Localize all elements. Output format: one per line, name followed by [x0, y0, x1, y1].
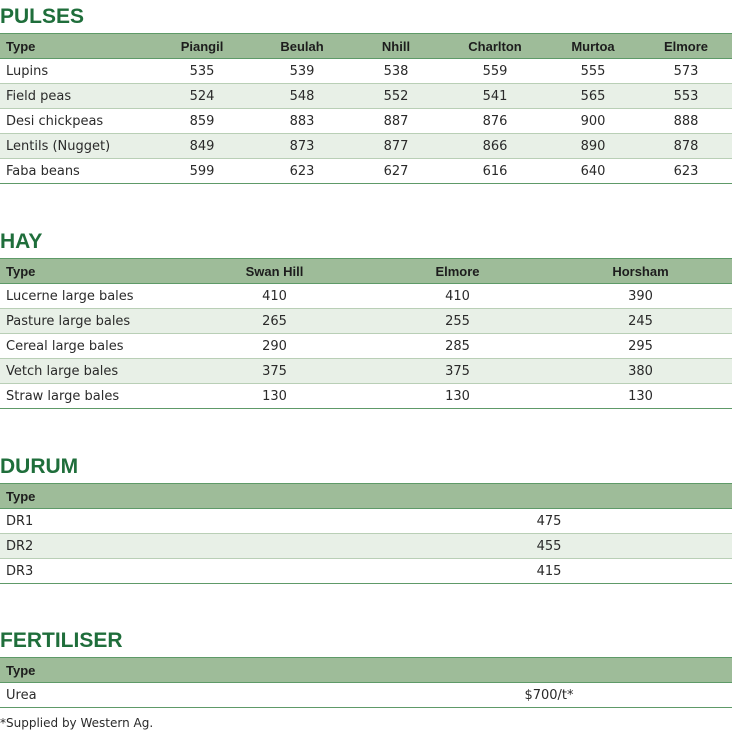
table-cell: 130 — [549, 384, 732, 409]
fertiliser-table — [0, 657, 732, 708]
table-cell: 410 — [183, 284, 366, 309]
column-header: Murtoa — [546, 34, 640, 59]
table-cell: Cereal large bales — [0, 334, 183, 359]
column-header: Horsham — [549, 259, 732, 284]
table-cell: 415 — [366, 559, 732, 584]
table-cell: 410 — [366, 284, 549, 309]
table-cell: 623 — [640, 159, 732, 184]
column-header: Elmore — [640, 34, 732, 59]
table-cell: 559 — [444, 59, 546, 84]
table-cell: 877 — [348, 134, 444, 159]
table-cell: 623 — [256, 159, 348, 184]
table-row — [0, 509, 732, 534]
table-cell: 548 — [256, 84, 348, 109]
table-cell: 524 — [148, 84, 256, 109]
table-cell: 380 — [549, 359, 732, 384]
table-cell: Pasture large bales — [0, 309, 183, 334]
fertiliser-title: FERTILISER — [0, 629, 123, 652]
table-header-row — [0, 658, 732, 683]
table-cell: 130 — [183, 384, 366, 409]
table-cell: Lupins — [0, 59, 148, 84]
table-cell: Lentils (Nugget) — [0, 134, 148, 159]
table-row — [0, 284, 732, 309]
column-header: Swan Hill — [183, 259, 366, 284]
table-cell: 640 — [546, 159, 640, 184]
table-row — [0, 134, 732, 159]
table-cell: 573 — [640, 59, 732, 84]
column-header — [366, 484, 732, 509]
table-cell: $700/t* — [366, 683, 732, 708]
table-row — [0, 384, 732, 409]
table-cell: 265 — [183, 309, 366, 334]
hay-title: HAY — [0, 230, 43, 253]
table-cell: Faba beans — [0, 159, 148, 184]
table-row — [0, 309, 732, 334]
table-cell: 455 — [366, 534, 732, 559]
table-cell: 285 — [366, 334, 549, 359]
column-header — [366, 658, 732, 683]
table-cell: 627 — [348, 159, 444, 184]
table-row — [0, 84, 732, 109]
table-cell: 553 — [640, 84, 732, 109]
column-header: Type — [0, 259, 183, 284]
table-cell: Vetch large bales — [0, 359, 183, 384]
table-cell: 475 — [366, 509, 732, 534]
table-cell: 878 — [640, 134, 732, 159]
table-row — [0, 534, 732, 559]
table-header-row — [0, 259, 732, 284]
table-cell: 565 — [546, 84, 640, 109]
table-cell: Lucerne large bales — [0, 284, 183, 309]
table-cell: 255 — [366, 309, 549, 334]
table-cell: Straw large bales — [0, 384, 183, 409]
table-cell: 539 — [256, 59, 348, 84]
table-cell: Field peas — [0, 84, 148, 109]
table-cell: 849 — [148, 134, 256, 159]
table-cell: 295 — [549, 334, 732, 359]
table-row — [0, 359, 732, 384]
pulses-table — [0, 33, 732, 184]
table-header-row — [0, 34, 732, 59]
table-row — [0, 59, 732, 84]
table-cell: DR1 — [0, 509, 366, 534]
table-row — [0, 109, 732, 134]
table-cell: 616 — [444, 159, 546, 184]
table-cell: 888 — [640, 109, 732, 134]
table-cell: 538 — [348, 59, 444, 84]
durum-title: DURUM — [0, 455, 79, 478]
table-cell: 290 — [183, 334, 366, 359]
table-cell: 552 — [348, 84, 444, 109]
table-cell: 245 — [549, 309, 732, 334]
table-cell: 887 — [348, 109, 444, 134]
column-header: Nhill — [348, 34, 444, 59]
table-row — [0, 159, 732, 184]
table-cell: 541 — [444, 84, 546, 109]
table-row — [0, 559, 732, 584]
table-cell: 390 — [549, 284, 732, 309]
table-cell: Urea — [0, 683, 366, 708]
table-cell: DR2 — [0, 534, 366, 559]
column-header: Elmore — [366, 259, 549, 284]
footnote: *Supplied by Western Ag. — [0, 716, 154, 730]
pulses-title: PULSES — [0, 5, 85, 28]
column-header: Charlton — [444, 34, 546, 59]
hay-table — [0, 258, 732, 409]
column-header: Type — [0, 484, 366, 509]
table-cell: 883 — [256, 109, 348, 134]
table-row — [0, 334, 732, 359]
table-cell: 873 — [256, 134, 348, 159]
table-cell: 555 — [546, 59, 640, 84]
table-cell: 375 — [183, 359, 366, 384]
table-header-row — [0, 484, 732, 509]
table-cell: 859 — [148, 109, 256, 134]
column-header: Type — [0, 34, 148, 59]
table-row — [0, 683, 732, 708]
table-cell: DR3 — [0, 559, 366, 584]
table-cell: 535 — [148, 59, 256, 84]
column-header: Beulah — [256, 34, 348, 59]
table-cell: 866 — [444, 134, 546, 159]
table-cell: 130 — [366, 384, 549, 409]
table-cell: 876 — [444, 109, 546, 134]
durum-table — [0, 483, 732, 584]
column-header: Type — [0, 658, 366, 683]
table-cell: 599 — [148, 159, 256, 184]
table-cell: 890 — [546, 134, 640, 159]
table-cell: 375 — [366, 359, 549, 384]
table-cell: 900 — [546, 109, 640, 134]
column-header: Piangil — [148, 34, 256, 59]
table-cell: Desi chickpeas — [0, 109, 148, 134]
